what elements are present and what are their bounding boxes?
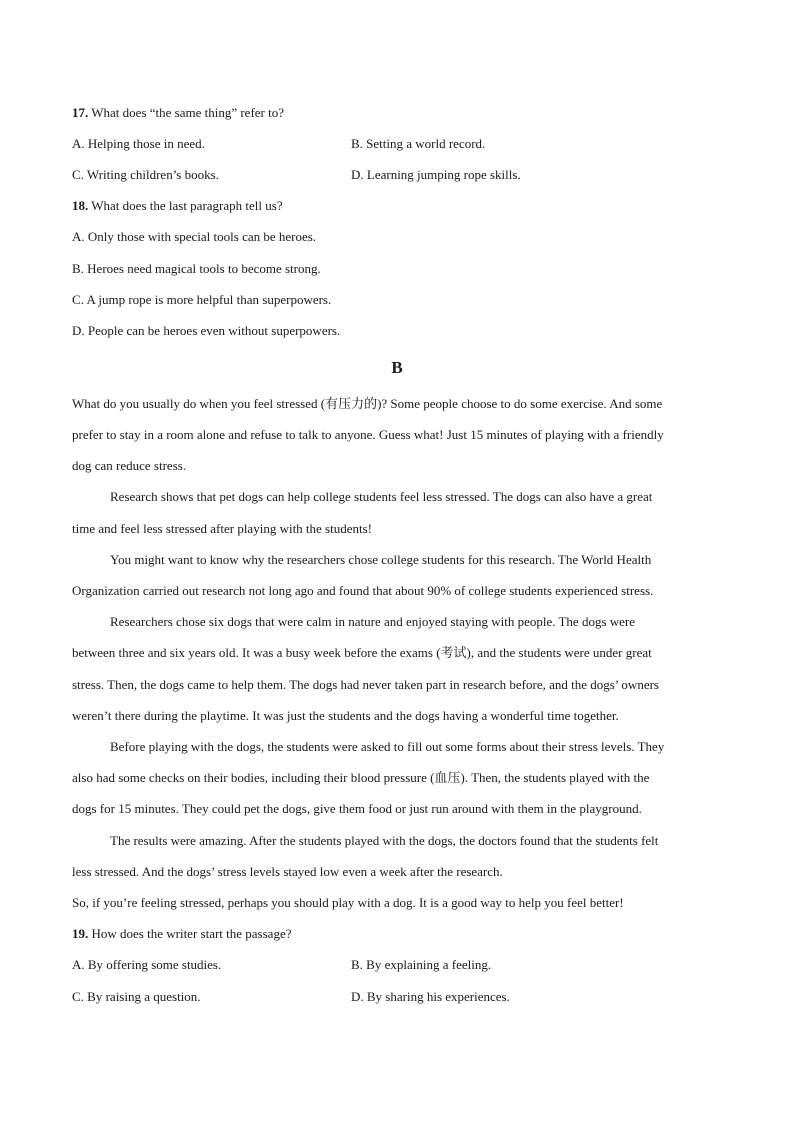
question-18-option-b[interactable]: B. Heroes need magical tools to become strong. <box>72 261 321 276</box>
question-19-option-b[interactable]: B. By explaining a feeling. <box>351 957 492 972</box>
passage-line: dog can reduce stress. <box>72 458 187 473</box>
question-19-text: How does the writer start the passage? <box>91 926 292 941</box>
passage-line: Organization carried out research not long ago and found that about 90% of college students experienced stress. <box>72 583 654 598</box>
passage-line: Before playing with the dogs, the students were asked to fill out some forms about their stress levels. They <box>110 739 665 754</box>
question-18-option-c[interactable]: C. A jump rope is more helpful than superpowers. <box>72 292 332 307</box>
section-b-title: B <box>391 358 403 377</box>
question-17-text: What does “the same thing” refer to? <box>91 105 285 120</box>
passage-line: The results were amazing. After the students played with the dogs, the doctors found that the students felt <box>110 833 659 848</box>
question-17-number: 17. <box>72 105 89 120</box>
question-19-number: 19. <box>72 926 89 941</box>
question-19-option-d[interactable]: D. By sharing his experiences. <box>351 989 510 1004</box>
question-17-option-d[interactable]: D. Learning jumping rope skills. <box>351 167 521 182</box>
passage-line: also had some checks on their bodies, including their blood pressure (血压). Then, the students played with the <box>72 770 650 785</box>
passage-line: dogs for 15 minutes. They could pet the dogs, give them food or just run around with them in the playground. <box>72 801 642 816</box>
question-18-stem <box>72 198 283 214</box>
passage-line: between three and six years old. It was a busy week before the exams (考试), and the students were under great <box>72 645 652 660</box>
passage-line: Researchers chose six dogs that were calm in nature and enjoyed staying with people. The dogs were <box>110 614 636 629</box>
question-18-text: What does the last paragraph tell us? <box>91 198 283 213</box>
question-17-stem <box>72 105 284 121</box>
question-18-option-a[interactable]: A. Only those with special tools can be heroes. <box>72 229 317 244</box>
question-17-option-b[interactable]: B. Setting a world record. <box>351 136 486 151</box>
passage-line: You might want to know why the researchers chose college students for this research. The World Health <box>110 552 652 567</box>
passage-line: What do you usually do when you feel stressed (有压力的)? Some people choose to do some exercise. And some <box>72 396 663 411</box>
passage-line: time and feel less stressed after playing with the students! <box>72 521 373 536</box>
passage-line: stress. Then, the dogs came to help them. The dogs had never taken part in research before, and the dogs’ owners <box>72 677 659 692</box>
question-18-option-d[interactable]: D. People can be heroes even without superpowers. <box>72 323 341 338</box>
question-19-option-a[interactable]: A. By offering some studies. <box>72 957 222 972</box>
passage-line: prefer to stay in a room alone and refuse to talk to anyone. Guess what! Just 15 minutes of playing with a friendly <box>72 427 664 442</box>
question-18-number: 18. <box>72 198 89 213</box>
question-17-option-a[interactable]: A. Helping those in need. <box>72 136 205 151</box>
passage-line: So, if you’re feeling stressed, perhaps you should play with a dog. It is a good way to help you feel better! <box>72 895 624 910</box>
question-19-stem <box>72 926 292 942</box>
passage-line: less stressed. And the dogs’ stress levels stayed low even a week after the research. <box>72 864 503 879</box>
passage-line: weren’t there during the playtime. It was just the students and the dogs having a wonderful time together. <box>72 708 619 723</box>
passage-line: Research shows that pet dogs can help college students feel less stressed. The dogs can also have a great <box>110 489 653 504</box>
question-19-option-c[interactable]: C. By raising a question. <box>72 989 201 1004</box>
question-17-option-c[interactable]: C. Writing children’s books. <box>72 167 219 182</box>
